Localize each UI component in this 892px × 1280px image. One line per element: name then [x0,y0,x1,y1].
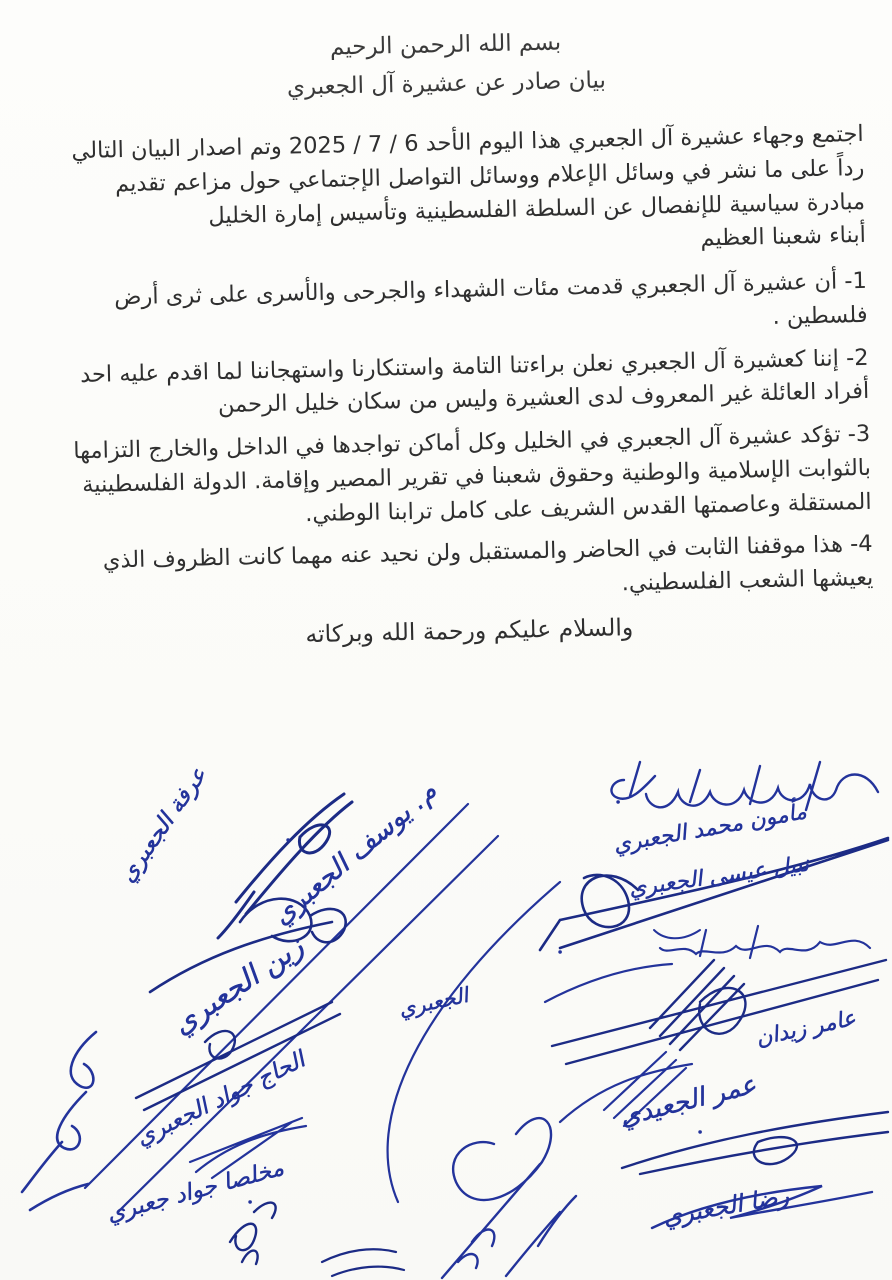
signature-name: مأمون محمد الجعبري [611,799,809,858]
ink-dots [250,802,700,1202]
point-1: 1- أن عشيرة آل الجعبري قدمت مئات الشهداء والجرحى والأسرى على ثرى أرض فلسطين . [113,267,868,330]
signature-stroke [22,1032,96,1210]
signature-stroke [540,838,888,950]
salutation-line: أبناء شعبنا العظيم [700,222,867,252]
signature-name: عمر الجعيدي [616,1069,760,1133]
signature-stroke [552,960,886,1064]
point-2: 2- إننا كعشيرة آل الجعبري نعلن براءتنا التامة واستنكارنا واستهجاننا لما اقدم عليه احد أفراد العائلة غير المعروف لدى العشيرة وليس من سكان خليل الرحمن [79,344,870,419]
signature-stroke [611,762,878,810]
document-title: بيان صادر عن عشيرة آل الجعبري [286,67,607,101]
point-3: 3- تؤكد عشيرة آل الجعبري في الخليل وكل أماكن تواجدها في الداخل والخارج التزامها بالثوابت الإسلامية والوطنية وحقوق شعبنا في تقرير المصير وإقامة. الدولة الفلسطينية المستقلة وعاصمتها القدس الشريف على كامل ترابنا الوطني. [73,420,872,527]
signature-stroke [652,1186,872,1228]
signature-name: عرفة الجعبري [113,762,213,888]
point-4: 4- هذا موقفنا الثابت في الحاضر والمستقبل ولن نحيد عنه مهما كانت الظروف الذي يعيشها الشعب الفلسطيني. [102,531,874,597]
closing-line: والسلام عليكم ورحمة الله وبركاته [305,612,634,648]
signature-stroke [218,794,352,938]
signature-name: زين الجعبري [165,928,310,1042]
signature-name: مخلصا جواد جعبري [103,1154,287,1228]
signature-stroke [230,1203,276,1264]
signature-stroke [136,1002,340,1110]
signature-stroke [85,804,560,1212]
signature-name: عامر زيدان [753,1005,858,1052]
signature-name: رضا الجعبري [660,1181,791,1231]
signature-stroke [322,1249,404,1276]
signature-name: الجعبري [396,982,471,1022]
signature-name: الحاج جواد الجعبري [131,1046,309,1152]
basmala-line: بسم الله الرحمن الرحيم [329,29,562,61]
signature-flourishes [0,740,892,1280]
signature-stroke [150,899,346,992]
signature-stroke [654,930,700,938]
signature-stroke [560,1052,692,1126]
signature-stroke [545,926,870,1002]
signature-stroke [622,1112,888,1174]
signature-name: م. يوسف الجعبري [266,775,443,932]
signature-stroke [190,1118,306,1178]
document-body [1,87,892,658]
signature-name: نبيل عيسى الجعبري [627,851,811,902]
signature-stroke [442,1118,576,1278]
intro-paragraph: اجتمع وجهاء عشيرة آل الجعبري هذا اليوم الأحد 6 / 7 / 2025 وتم اصدار البيان التالي رداً على ما نشر في وسائل الإعلام ووسائل التواصل الإجتماعي حول مزاعم تقديم مبادرة سياسية للإنفصال عن السلطة الفلسطينية وتأسيس إمارة الخليل [71,120,866,229]
